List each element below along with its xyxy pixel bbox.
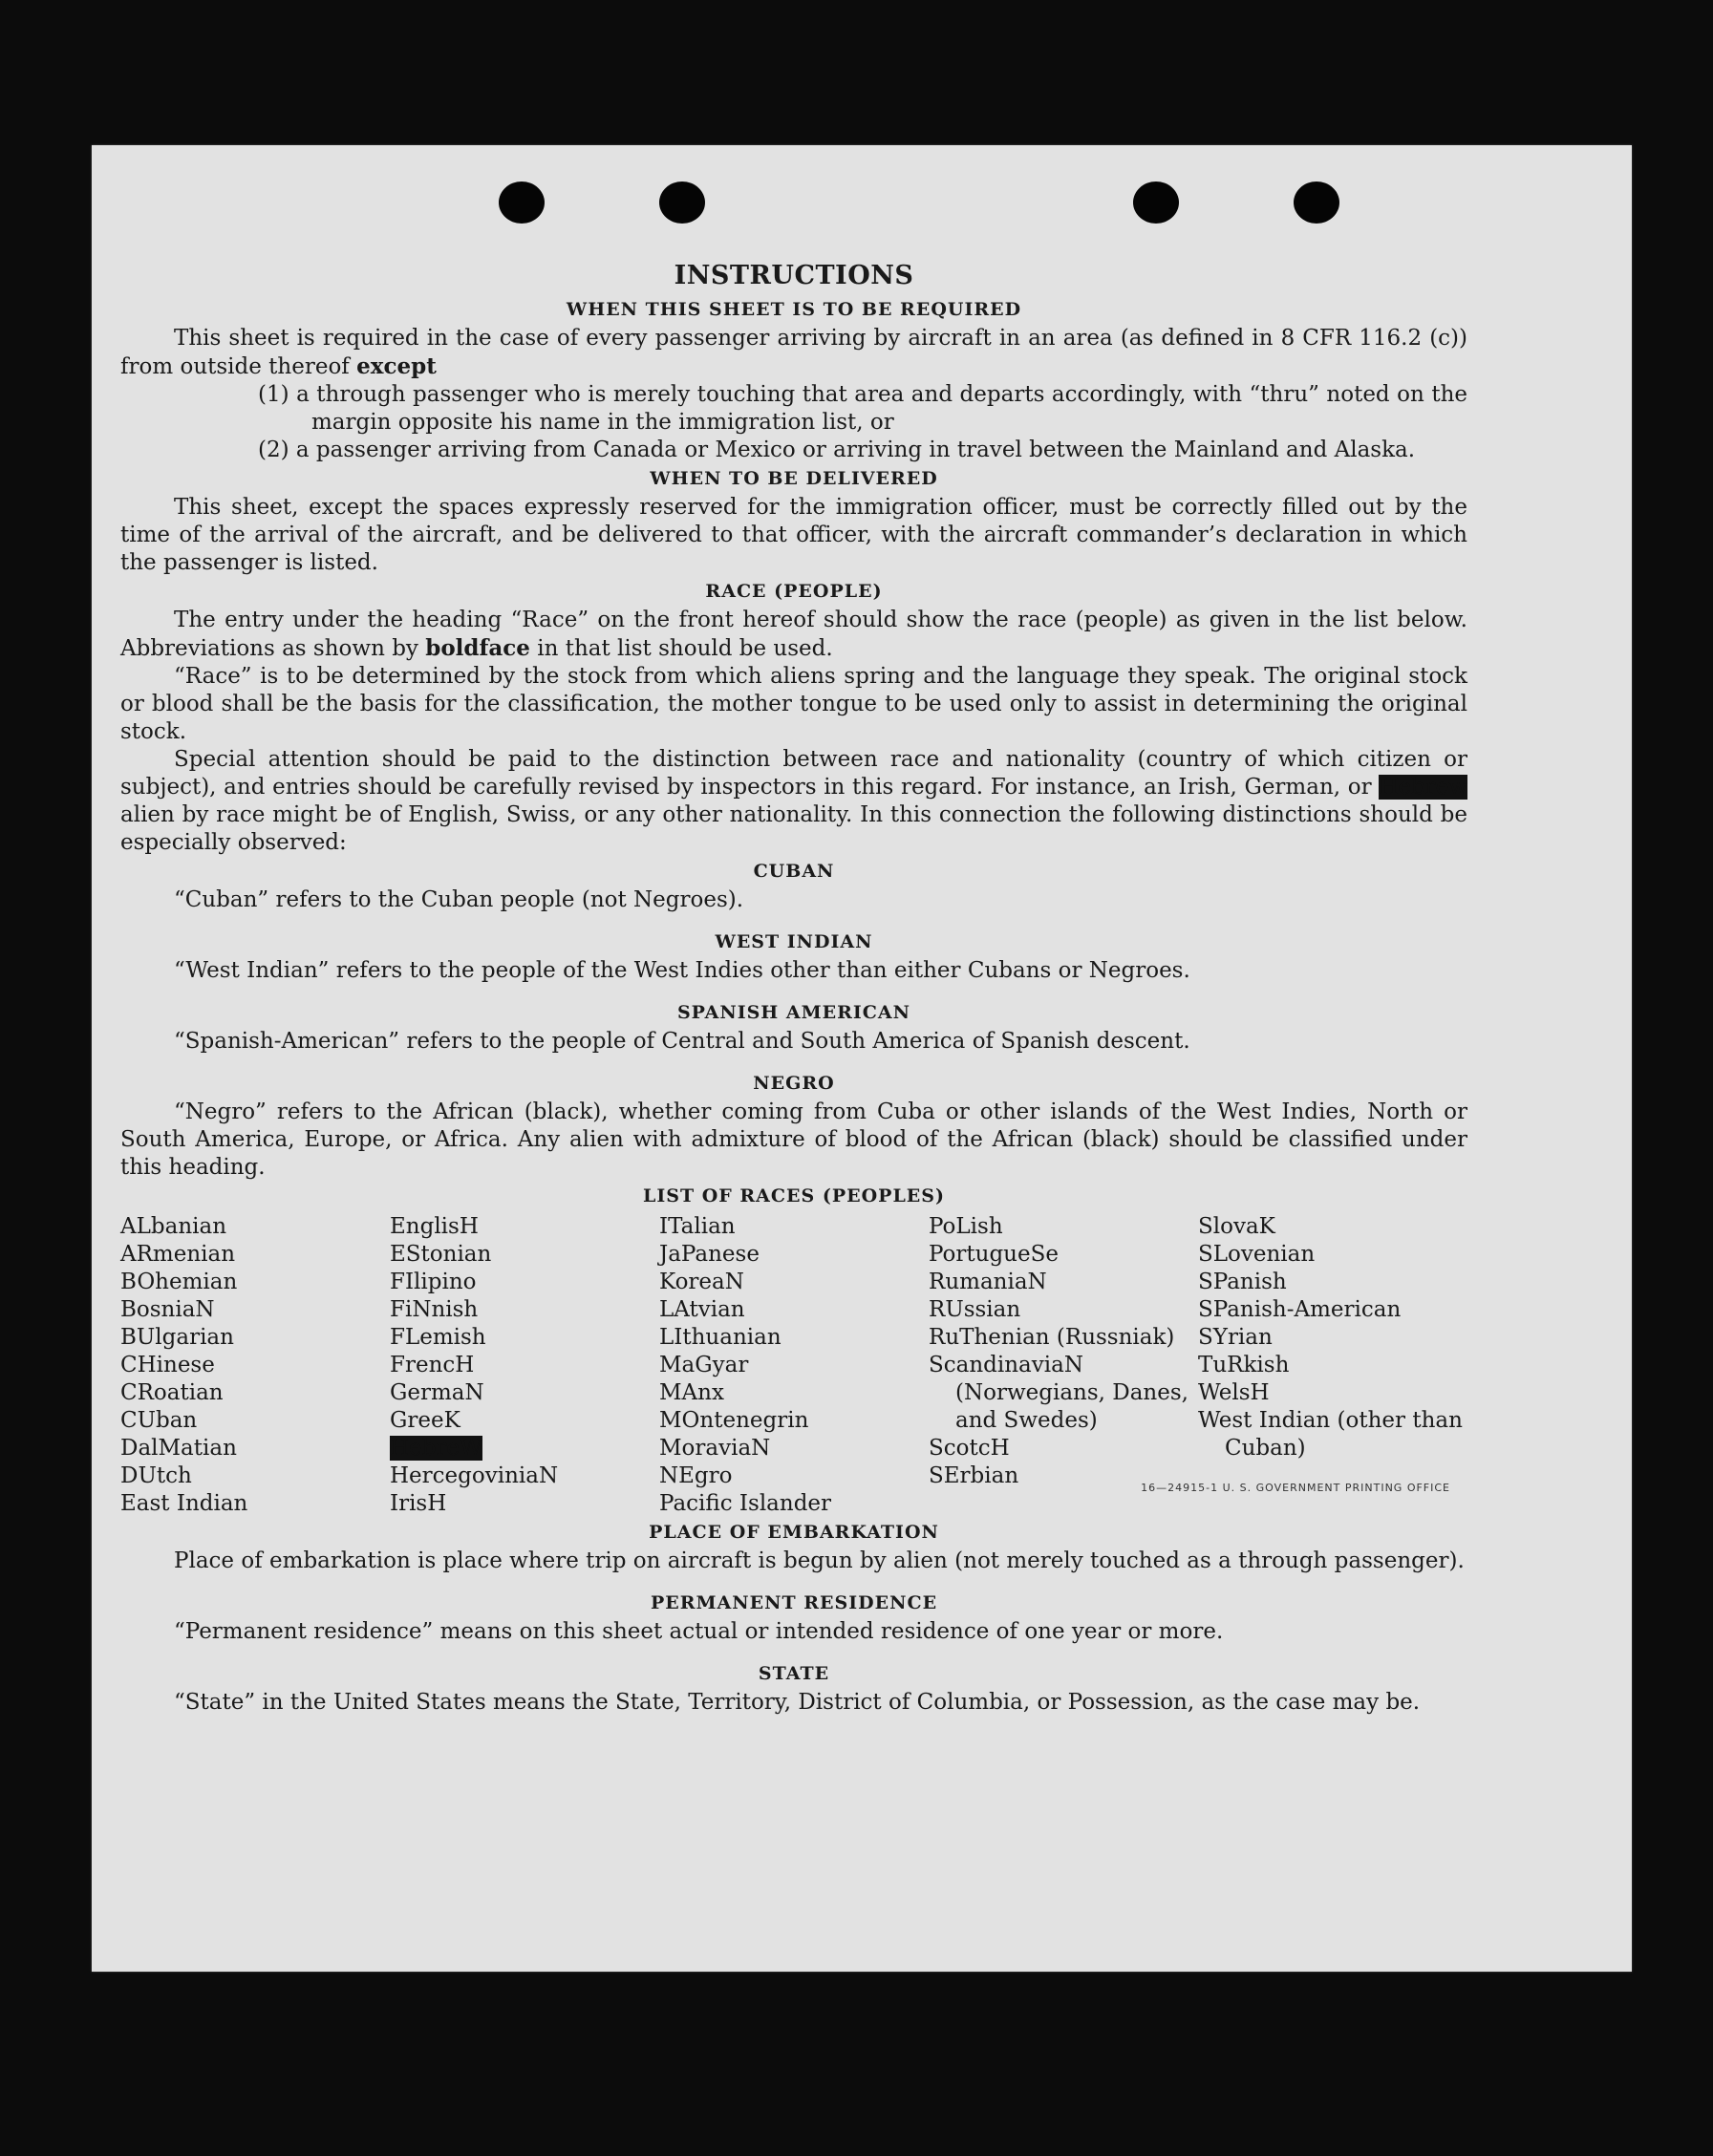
exception-item-1: (1) a through passenger who is merely touching that area and departs accordingly, with “thru” noted on the margin opposite his name in the immigration list, or [258, 382, 1467, 435]
races-list [120, 1213, 1467, 1518]
race-item: FiNnish [390, 1297, 479, 1322]
race-item: FLemish [390, 1325, 486, 1350]
race-item: MOntenegrin [659, 1408, 809, 1433]
race-item: SLovenian [1198, 1242, 1316, 1267]
race-item: EStonian [390, 1242, 492, 1267]
race-item: CHinese [120, 1353, 215, 1377]
heading-negro: NEGRO [753, 1073, 835, 1094]
race-item: East Indian [120, 1491, 248, 1516]
race-item: PoLish [929, 1214, 1003, 1239]
races-column-5 [1198, 1213, 1467, 1518]
race-item: PortugueSe [929, 1242, 1059, 1267]
race-item-struck: HebreW [390, 1436, 482, 1461]
race-item: ARmenian [120, 1242, 236, 1267]
heading-cuban: CUBAN [753, 861, 835, 882]
paragraph-embarkation: Place of embarkation is place where trip on aircraft is begun by alien (not merely touched as a through passenger). [174, 1548, 1465, 1573]
paragraph-state: “State” in the United States means the State, Territory, District of Columbia, or Possession, as the case may be. [174, 1690, 1421, 1715]
punch-hole [1133, 181, 1179, 224]
race-item: RuThenian (Russniak) [929, 1325, 1175, 1350]
race-item: GermaN [390, 1380, 484, 1405]
heading-list-of-races: LIST OF RACES (PEOPLES) [643, 1185, 945, 1206]
race-item: Pacific Islander [659, 1491, 832, 1516]
punch-hole [1294, 181, 1339, 224]
race-item: MoraviaN [659, 1436, 771, 1461]
paragraph-race-2: “Race” is to be determined by the stock from which aliens spring and the language they speak. The original stock or blood shall be the basis for the classification, the mother tongue to be used only to assist in determining the original stock. [120, 664, 1467, 744]
race-item: SYrian [1198, 1325, 1273, 1350]
race-item: RUssian [929, 1297, 1021, 1322]
struck-word: Hebrew [1379, 775, 1468, 800]
race-item: JaPanese [659, 1242, 760, 1267]
race-item: CUban [120, 1408, 198, 1433]
heading-embarkation: PLACE OF EMBARKATION [649, 1522, 939, 1543]
paragraph-spanish-american: “Spanish-American” refers to the people of Central and South America of Spanish descent. [174, 1029, 1190, 1054]
race-item: CRoatian [120, 1380, 224, 1405]
punch-hole [659, 181, 705, 224]
race-item: LIthuanian [659, 1325, 782, 1350]
race-item: ScandinaviaN (Norwegians, Danes, and Swedes) [929, 1353, 1188, 1433]
race-item: GreeK [390, 1408, 460, 1433]
race-item: HercegoviniaN [390, 1463, 559, 1488]
race-item: West Indian (other than Cuban) [1198, 1408, 1463, 1461]
paragraph-west-indian: “West Indian” refers to the people of the West Indies other than either Cubans or Negroes. [174, 958, 1190, 983]
instructions-body [120, 262, 1467, 1717]
race-item: SPanish-American [1198, 1297, 1402, 1322]
heading-spanish-american: SPANISH AMERICAN [676, 1002, 911, 1023]
races-column-4 [929, 1213, 1198, 1518]
heading-when-required: WHEN THIS SHEET IS TO BE REQUIRED [566, 299, 1022, 320]
race-item: MaGyar [659, 1353, 749, 1377]
race-item: SPanish [1198, 1270, 1287, 1294]
race-item: RumaniaN [929, 1270, 1047, 1294]
document-page [92, 145, 1632, 1972]
race-item: ALbanian [120, 1214, 227, 1239]
race-item: FIlipino [390, 1270, 477, 1294]
paragraph-cuban: “Cuban” refers to the Cuban people (not Negroes). [174, 887, 744, 912]
paragraph-race-3: Special attention should be paid to the distinction between race and nationality (country of which citizen or subject), and entries should be carefully revised by inspectors in this regard. For instance, an Irish, German, or Hebrew alien by race might be of English, Swiss, or any other nationality. In this connection the following distinctions should be especially observed: [120, 747, 1468, 855]
paragraph-race-1: The entry under the heading “Race” on the front hereof should show the race (people) as given in the list below. Abbreviations as shown by boldface in that list should be used. [120, 608, 1467, 661]
heading-race: RACE (PEOPLE) [705, 581, 883, 602]
paragraph-negro: “Negro” refers to the African (black), whether coming from Cuba or other islands of the West Indies, North or South America, Europe, or Africa. Any alien with admixture of blood of the African (black) should be classified under this heading. [120, 1099, 1467, 1180]
paragraph-permanent-residence: “Permanent residence” means on this sheet actual or intended residence of one year or more. [174, 1619, 1224, 1644]
printing-office-code: 16—24915-1 U. S. GOVERNMENT PRINTING OFFICE [1141, 1482, 1450, 1494]
page-title: INSTRUCTIONS [674, 261, 914, 290]
paragraph-when-delivered: This sheet, except the spaces expressly reserved for the immigration officer, must be correctly filled out by the time of the arrival of the aircraft, and be delivered to that officer, with the aircraft commander’s declaration in which the passenger is listed. [120, 495, 1467, 575]
race-item: BosniaN [120, 1297, 215, 1322]
race-item: EnglisH [390, 1214, 479, 1239]
race-item: ITalian [659, 1214, 736, 1239]
race-item: MAnx [659, 1380, 724, 1405]
race-item: IrisH [390, 1491, 447, 1516]
races-column-1 [120, 1213, 390, 1518]
races-column-2 [390, 1213, 659, 1518]
race-item: SlovaK [1198, 1214, 1275, 1239]
paragraph-when-required: This sheet is required in the case of every passenger arriving by aircraft in an area (as defined in 8 CFR 116.2 (c)) from outside thereof except [120, 326, 1467, 379]
heading-state: STATE [758, 1663, 830, 1684]
race-item: BOhemian [120, 1270, 238, 1294]
race-item: KoreaN [659, 1270, 744, 1294]
race-item: NEgro [659, 1463, 733, 1488]
race-item: BUlgarian [120, 1325, 234, 1350]
race-item: DUtch [120, 1463, 192, 1488]
exception-item-2: (2) a passenger arriving from Canada or Mexico or arriving in travel between the Mainland and Alaska. [258, 438, 1416, 462]
heading-permanent-residence: PERMANENT RESIDENCE [650, 1592, 938, 1613]
punch-hole [499, 181, 545, 224]
race-item: FrencH [390, 1353, 475, 1377]
race-item: ScotcH [929, 1436, 1010, 1461]
race-item: LAtvian [659, 1297, 745, 1322]
heading-west-indian: WEST INDIAN [715, 931, 873, 952]
race-item: SErbian [929, 1463, 1019, 1488]
race-item: TuRkish [1198, 1353, 1290, 1377]
race-item: DalMatian [120, 1436, 237, 1461]
races-column-3 [659, 1213, 929, 1518]
heading-when-delivered: WHEN TO BE DELIVERED [650, 468, 938, 489]
race-item: WelsH [1198, 1380, 1270, 1405]
